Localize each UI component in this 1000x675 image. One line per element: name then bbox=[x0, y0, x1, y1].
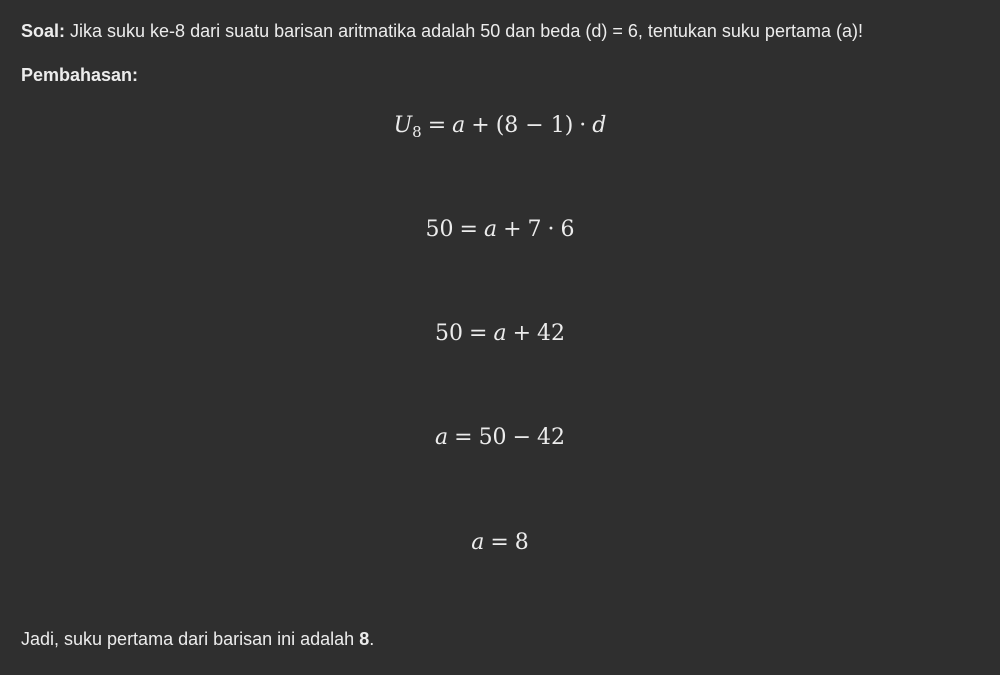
eq2-six: 6 bbox=[560, 217, 575, 242]
eq2-a: a bbox=[483, 217, 498, 242]
eq3-plus: + bbox=[512, 321, 531, 346]
question-body: Jika suku ke-8 dari suatu barisan aritmatika adalah 50 dan beda (d) = 6, tentukan suku pertama (a)! bbox=[65, 21, 863, 41]
equation-1 bbox=[0, 113, 1000, 139]
eq3-equals: = bbox=[469, 321, 488, 346]
eq4-fifty: 50 bbox=[478, 425, 507, 450]
eq1-plus: + bbox=[471, 113, 490, 138]
conclusion-period: . bbox=[369, 629, 375, 649]
eq2-lhs: 50 bbox=[425, 217, 454, 242]
equation-2 bbox=[0, 217, 1000, 243]
eq3-lhs: 50 bbox=[435, 321, 463, 346]
conclusion-text bbox=[21, 628, 374, 650]
question-label: Soal: bbox=[21, 21, 66, 41]
equation-3 bbox=[0, 321, 1000, 347]
eq1-dot: · bbox=[579, 113, 587, 138]
equation-5 bbox=[0, 530, 1000, 556]
conclusion-body: Jadi, suku pertama dari barisan ini adalah bbox=[21, 629, 360, 649]
eq2-dot: · bbox=[547, 217, 555, 242]
eq3-rhs: 42 bbox=[537, 321, 565, 346]
discussion-heading: Pembahasan: bbox=[21, 65, 139, 85]
eq1-u-subscript: 8 bbox=[412, 123, 422, 141]
eq5-a: a bbox=[471, 530, 485, 555]
eq4-rhs: 42 bbox=[537, 425, 565, 450]
eq3-a: a bbox=[493, 321, 507, 346]
eq1-d: d bbox=[592, 113, 607, 138]
eq4-minus: − bbox=[512, 425, 531, 450]
conclusion-answer: 8 bbox=[359, 629, 370, 649]
eq4-equals: = bbox=[454, 425, 473, 450]
eq5-rhs: 8 bbox=[514, 530, 529, 555]
eq2-plus: + bbox=[503, 217, 522, 242]
eq1-u: U bbox=[393, 113, 413, 138]
eq2-seven: 7 bbox=[527, 217, 542, 242]
eq1-a: a bbox=[452, 113, 466, 138]
eq1-paren: (8 − 1) bbox=[495, 113, 574, 138]
question-text bbox=[21, 20, 863, 42]
eq5-equals: = bbox=[490, 530, 509, 555]
eq4-a: a bbox=[435, 425, 449, 450]
equation-4 bbox=[0, 425, 1000, 451]
eq1-equals: = bbox=[427, 113, 447, 138]
eq2-equals: = bbox=[459, 217, 478, 242]
